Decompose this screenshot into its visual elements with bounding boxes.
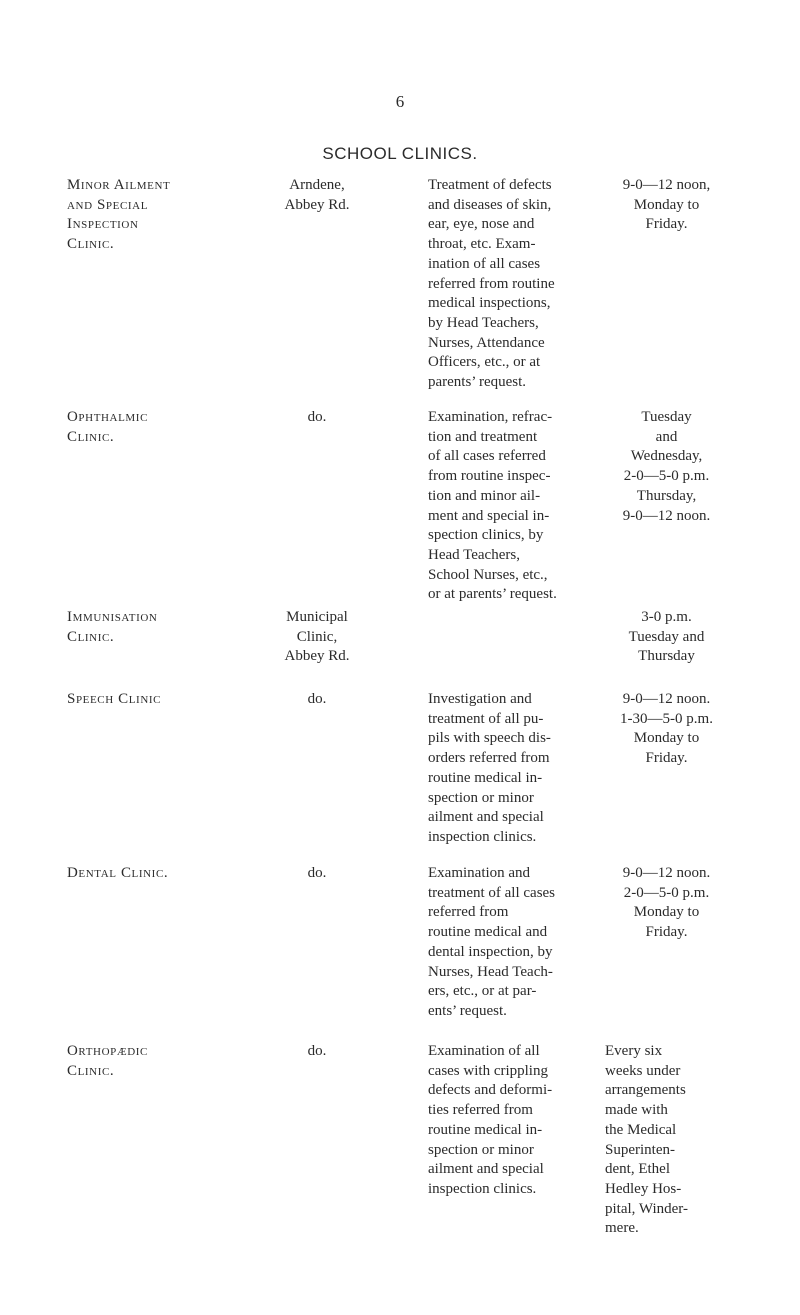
clinic-location: do. [307,865,327,881]
clinic-times: 9-0—12 noon. 2-0—5-0 p.m. Monday to Friday. [622,865,711,941]
clinic-name: Immunisation Clinic. [67,609,158,645]
page-title: SCHOOL CLINICS. [322,144,478,163]
clinic-times: Every six weeks under arrangements made with the Medical Superinten- dent, Ethel Hedley Hos- pital, Winder- mere. [605,1043,688,1237]
clinic-location: do. [307,409,327,425]
clinic-location: Municipal Clinic, Abbey Rd. [284,609,350,665]
clinic-location: Arndene, Abbey Rd. [284,177,350,213]
clinic-times: 9-0—12 noon. 1-30—5-0 p.m. Monday to Friday. [620,691,713,767]
clinic-name: Speech Clinic [67,691,162,707]
clinic-name: Ophthalmic Clinic. [67,409,149,445]
clinic-description: Investigation and treatment of all pu- pils with speech dis- orders referred from routine medical in- spection or minor ailment and special inspection clinics. [428,691,551,845]
clinic-name: Minor Ailment and Special Inspection Clinic. [67,177,171,253]
clinic-name: Dental Clinic. [67,865,169,881]
clinic-times: 9-0—12 noon, Monday to Friday. [622,177,711,233]
clinic-description: Examination, refrac- tion and treatment of all cases referred from routine inspec- tion and minor ail- ment and special in- spection clinics, by Head Teachers, School Nurses, etc., or at parents’ request. [428,409,557,603]
clinic-description: Examination of all cases with crippling defects and deformi- ties referred from routine medical in- spection or minor ailment and special inspection clinics. [428,1043,553,1197]
clinic-location: do. [307,1043,327,1059]
page-number: 6 [395,92,405,111]
clinic-location: do. [307,691,327,707]
clinic-times: 3-0 p.m. Tuesday and Thursday [628,609,705,665]
clinic-description: Examination and treatment of all cases referred from routine medical and dental inspection, by Nurses, Head Teach- ers, etc., or at par- ents’ request. [428,865,556,1019]
clinic-name: Orthopædic Clinic. [67,1043,148,1079]
clinic-times: Tuesday and Wednesday, 2-0—5-0 p.m. Thursday, 9-0—12 noon. [622,409,711,524]
clinic-description: Treatment of defects and diseases of skin, ear, eye, nose and throat, etc. Exam- ination of all cases referred from routine medical inspections, by Head Teachers, Nurses, Attendance Officers, etc., or at parents’ request. [428,177,555,391]
